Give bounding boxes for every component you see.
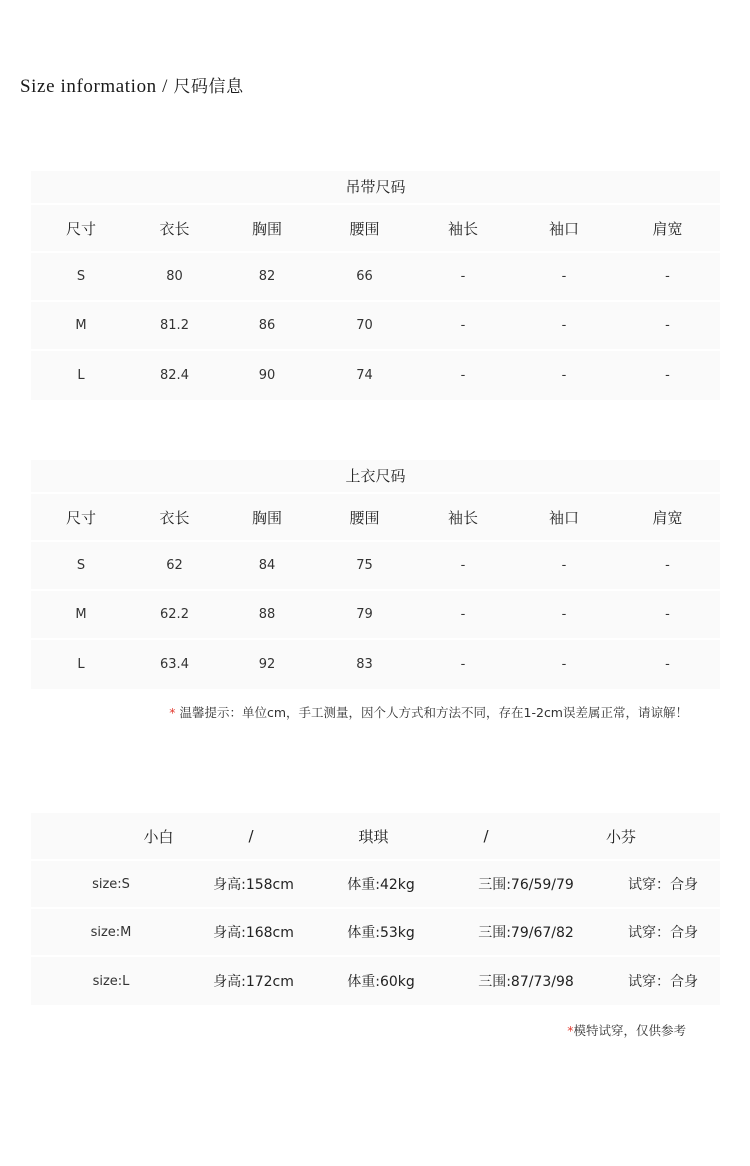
table-cell: 83 (356, 657, 373, 672)
table-row (31, 253, 720, 302)
column-header: 衣长 (159, 219, 190, 238)
model-row (31, 957, 720, 1005)
table-cell: 62 (166, 558, 183, 573)
column-header: 胸围 (251, 508, 282, 527)
column-header: 腰围 (349, 508, 380, 527)
column-header: 袖长 (447, 508, 478, 527)
model-name-separator: / (248, 827, 254, 845)
model-row (31, 861, 720, 909)
table-cell: M (75, 607, 87, 622)
table-cell: 81.2 (160, 318, 189, 333)
table-cell: 74 (356, 368, 373, 383)
table-cell: - (665, 607, 670, 622)
model-cell: 体重:60kg (347, 974, 415, 990)
column-header: 袖口 (548, 508, 579, 527)
model-note-text: 模特试穿，仅供参考 (573, 1023, 686, 1038)
table-row (31, 351, 720, 400)
model-cell: 体重:53kg (347, 925, 415, 941)
top-size-table (31, 460, 720, 689)
table-cell: 86 (258, 318, 276, 333)
table-cell: 66 (356, 269, 373, 284)
table-cell: - (460, 318, 466, 333)
page-title-separator: / (156, 76, 174, 97)
model-cell: 身高:168cm (213, 925, 294, 941)
model-cell: 体重:42kg (347, 877, 415, 893)
model-name: 琪琪 (358, 827, 389, 846)
table-cell: 80 (166, 269, 183, 284)
column-header: 尺寸 (65, 508, 96, 527)
table-cell: 82 (258, 269, 276, 284)
column-header: 腰围 (349, 219, 380, 238)
model-cell: 身高:158cm (213, 877, 294, 893)
table-cell: 79 (356, 607, 373, 622)
model-name: 小芬 (605, 827, 636, 846)
asterisk: * (169, 705, 176, 720)
table-cell: 75 (356, 558, 373, 573)
table-cell: - (665, 269, 670, 284)
table-title: 上衣尺码 (31, 460, 720, 494)
table-cell: - (460, 269, 466, 284)
table-cell: - (561, 607, 567, 622)
model-cell: 试穿：合身 (628, 925, 698, 941)
table-cell: - (665, 558, 670, 573)
table-cell: 92 (258, 657, 276, 672)
table-cell: - (665, 318, 670, 333)
table-cell: - (460, 368, 466, 383)
model-cell: size:L (92, 973, 130, 989)
table-cell: - (665, 657, 670, 672)
table-cell: - (561, 269, 567, 284)
table-cell: M (75, 318, 87, 333)
table-cell: 82.4 (160, 368, 189, 383)
measurement-note (169, 703, 688, 721)
model-cell: 三围:76/59/79 (478, 877, 574, 893)
table-cell: - (561, 318, 567, 333)
table-cell: - (561, 657, 567, 672)
model-cell: 试穿：合身 (628, 974, 698, 990)
column-header: 肩宽 (652, 508, 683, 527)
table-row (31, 302, 720, 351)
table-cell: - (665, 368, 670, 383)
page-title (20, 72, 244, 98)
column-header: 尺寸 (65, 219, 96, 238)
table-cell: - (561, 558, 567, 573)
column-header: 胸围 (251, 219, 282, 238)
table-title: 吊带尺码 (31, 171, 720, 205)
column-header: 袖长 (447, 219, 478, 238)
table-cell: 88 (258, 607, 276, 622)
page-title-zh: 尺码信息 (173, 77, 244, 97)
camisole-size-table (31, 171, 720, 400)
model-note (567, 1021, 686, 1039)
table-cell: L (77, 368, 85, 383)
measurement-note-text: 温馨提示：单位cm，手工测量，因个人方式和方法不同，存在1-2cm误差属正常，请谅解！ (175, 705, 688, 720)
page-title-en: Size information (20, 76, 157, 97)
model-cell: 身高:172cm (213, 974, 294, 990)
table-cell: 90 (258, 368, 276, 383)
model-table (31, 813, 720, 1005)
column-header: 肩宽 (652, 219, 683, 238)
model-cell: 试穿：合身 (628, 877, 698, 893)
table-cell: 84 (258, 558, 276, 573)
table-cell: 70 (356, 318, 373, 333)
model-row (31, 909, 720, 957)
table-cell: - (460, 657, 466, 672)
table-cell: L (77, 657, 85, 672)
table-cell: S (76, 269, 86, 284)
table-header-row (31, 205, 720, 253)
table-cell: - (460, 558, 466, 573)
model-cell: size:M (90, 924, 132, 940)
table-row (31, 591, 720, 640)
table-row (31, 542, 720, 591)
table-row (31, 640, 720, 689)
column-header: 袖口 (548, 219, 579, 238)
model-names-row (31, 813, 720, 861)
column-header: 衣长 (159, 508, 190, 527)
model-name: 小白 (143, 827, 174, 846)
model-cell: 三围:79/67/82 (478, 925, 574, 941)
asterisk: * (567, 1023, 574, 1038)
model-cell: size:S (92, 876, 130, 892)
table-cell: 63.4 (160, 657, 189, 672)
model-cell: 三围:87/73/98 (478, 974, 574, 990)
table-cell: 62.2 (160, 607, 189, 622)
table-cell: - (460, 607, 466, 622)
table-cell: S (76, 558, 86, 573)
table-cell: - (561, 368, 567, 383)
table-header-row (31, 494, 720, 542)
model-name-separator: / (483, 827, 489, 845)
